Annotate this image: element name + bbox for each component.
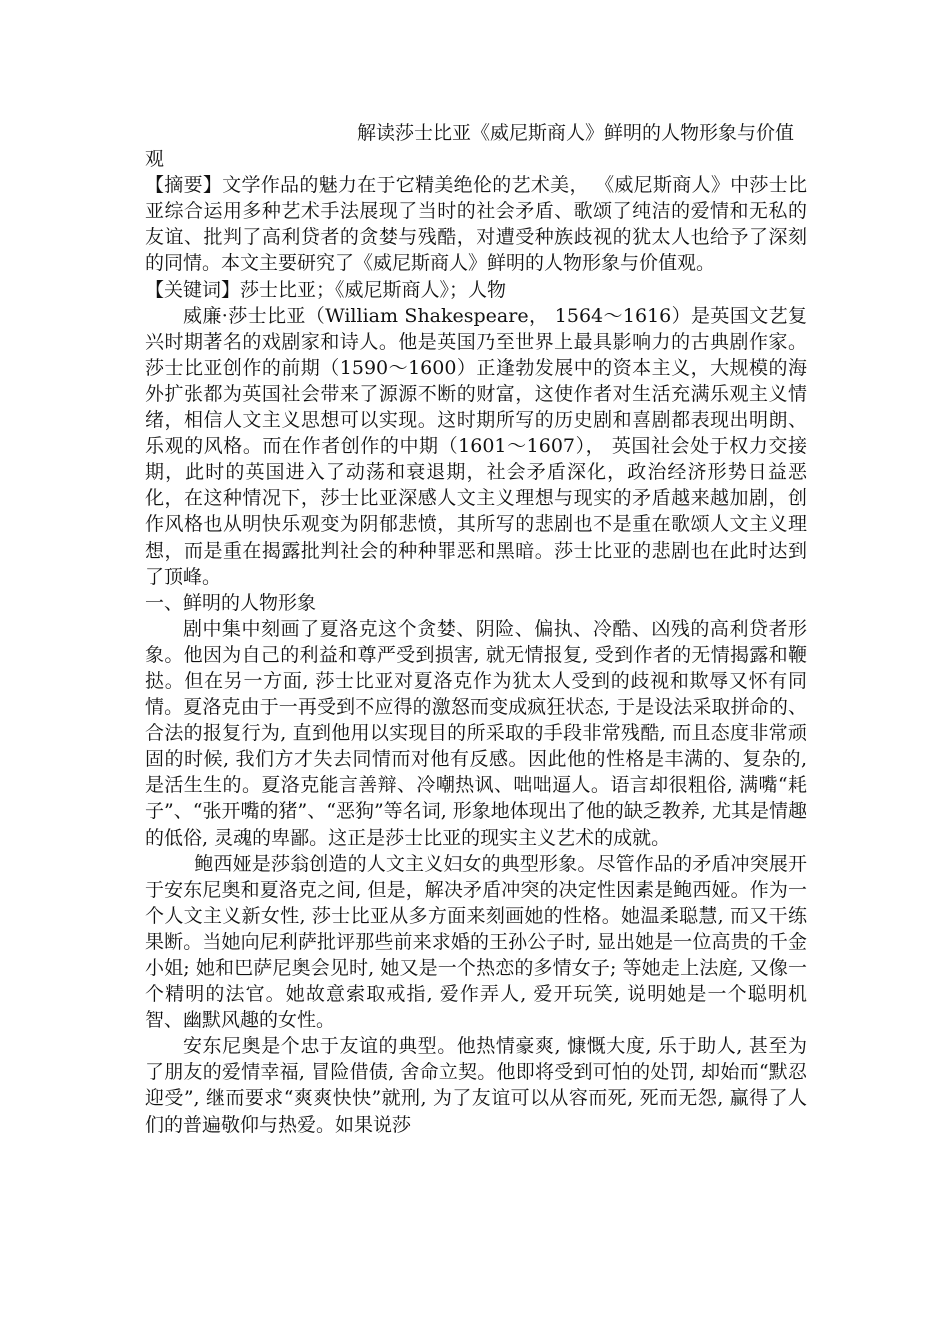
document-title: 解读莎士比亚《威尼斯商人》鲜明的人物形象与价值观 — [145, 122, 795, 171]
intro-paragraph: 威廉·莎士比亚（William Shakespeare， 1564～1616）是英国文艺复兴时期著名的戏剧家和诗人。他是英国乃至世界上最具影响力的古典剧作家。莎士比亚创作的前期（1590～1600）正逢勃发展中的资本主义，大规模的海外扩张都为英国社会带来了源源不断的财富，这使作者对生活充满乐观主义情绪，相信人文主义思想可以实现。这时期所写的历史剧和喜剧都表现出明朗、乐观的风格。而在作者创作的中期（1601～1607）， 英国社会处于权力交接期，此时的英国进入了动荡和衰退期，社会矛盾深化，政治经济形势日益恶化，在这种情况下，莎士比亚深感人文主义理想与现实的矛盾越来越加剧，创作风格也从明快乐观变为阴郁悲愤，其所写的悲剧也不是重在歌颂人文主义理想，而是重在揭露批判社会的种种罪恶和黑暗。莎士比亚的悲剧也在此时达到了顶峰。 — [145, 304, 807, 588]
document-page — [145, 120, 807, 1138]
keywords-line: 【关键词】莎士比亚；《威尼斯商人》；人物 — [145, 278, 507, 301]
abstract-paragraph: 【摘要】文学作品的魅力在于它精美绝伦的艺术美， 《威尼斯商人》中莎士比亚综合运用多种艺术手法展现了当时的社会矛盾、歌颂了纯洁的爱情和无私的友谊、批判了高利贷者的贪婪与残酷，对遭受种族歧视的犹太人也给予了深刻的同情。本文主要研究了《威尼斯商人》鲜明的人物形象与价值观。 — [145, 174, 807, 275]
antonio-paragraph: 安东尼奥是个忠于友谊的典型。他热情豪爽, 慷慨大度, 乐于助人, 甚至为了朋友的爱情幸福, 冒险借债, 舍命立契。他即将受到可怕的处罚, 却始而“默忍迎受”, 继而要求“爽爽快快”就刑, 为了友谊可以从容而死, 死而无怨, 赢得了人们的普遍敬仰与热爱。如果说莎 — [145, 1035, 807, 1136]
portia-paragraph: 鲍西娅是莎翁创造的人文主义妇女的典型形象。尽管作品的矛盾冲突展开于安东尼奥和夏洛克之间, 但是，解决矛盾冲突的决定性因素是鲍西娅。作为一个人文主义新女性, 莎士比亚从多方面来刻画她的性格。她温柔聪慧, 而又干练果断。当她向尼利萨批评那些前来求婚的王孙公子时, 显出她是一位高贵的千金小姐; 她和巴萨尼奥会见时, 她又是一个热恋的多情女子; 等她走上法庭, 又像一个精明的法官。她故意索取戒指, 爱作弄人, 爱开玩笑, 说明她是一个聪明机智、幽默风趣的女性。 — [145, 852, 807, 1032]
section-heading: 一、鲜明的人物形象 — [145, 591, 317, 614]
shylock-paragraph: 剧中集中刻画了夏洛克这个贪婪、阴险、偏执、冷酷、凶残的高利贷者形象。他因为自己的利益和尊严受到损害, 就无情报复, 受到作者的无情揭露和鞭挞。但在另一方面, 莎士比亚对夏洛克作为犹太人受到的歧视和欺辱又怀有同情。夏洛克由于一再受到不应得的激怒而变成疯狂状态, 于是设法采取拼命的、合法的报复行为, 直到他用以实现目的所采取的手段非常残酷, 而且态度非常顽固的时候, 我们方才失去同情而对他有反感。因此他的性格是丰满的、复杂的, 是活生生的。夏洛克能言善辩、冷嘲热讽、咄咄逼人。语言却很粗俗, 满嘴“耗子”、“张开嘴的猪”、“恶狗”等名词, 形象地体现出了他的缺乏教养, 尤其是情趣的低俗, 灵魂的卑鄙。这正是莎士比亚的现实主义艺术的成就。 — [145, 617, 807, 849]
